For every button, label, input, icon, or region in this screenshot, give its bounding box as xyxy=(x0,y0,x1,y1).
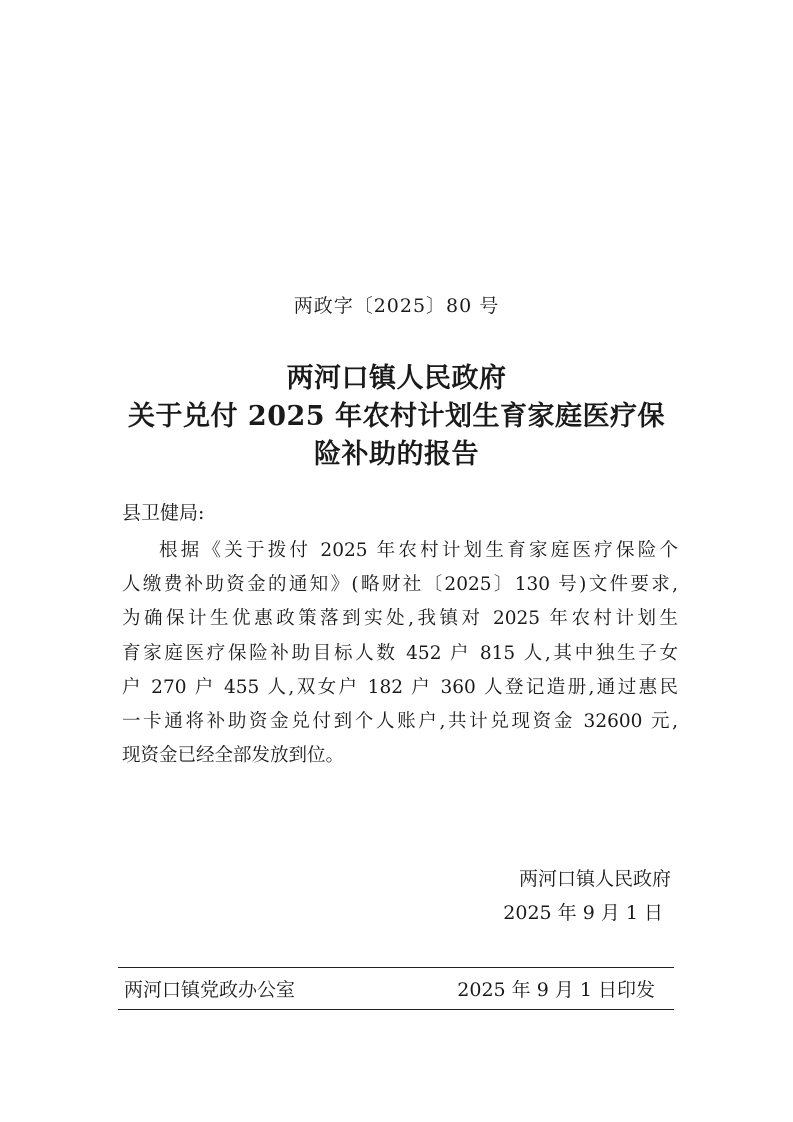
footer-bottom-rule xyxy=(118,1009,674,1010)
body-line: 根据《关于拨付 2025 年农村计划生育家庭医疗保险个 xyxy=(159,540,678,561)
title-line-2: 关于兑付 2025 年农村计划生育家庭医疗保 xyxy=(128,401,665,432)
salutation: 县卫健局: xyxy=(122,502,205,524)
footer-issuer: 两河口镇党政办公室 xyxy=(124,979,296,1001)
body-line: 一卡通将补助资金兑付到个人账户,共计兑现资金 32600 元, xyxy=(122,710,678,732)
signature-organization: 两河口镇人民政府 xyxy=(518,868,671,890)
footer-top-rule xyxy=(118,967,674,968)
body-line: 人缴费补助资金的通知》(略财社〔2025〕130 号)文件要求, xyxy=(122,574,678,596)
signature-date: 2025 年 9 月 1 日 xyxy=(503,902,663,924)
body-line: 户 270 户 455 人,双女户 182 户 360 人登记造册,通过惠民 xyxy=(122,676,678,698)
document-number: 两政字〔2025〕80 号 xyxy=(293,295,500,317)
body-line: 育家庭医疗保险补助目标人数 452 户 815 人,其中独生子女 xyxy=(122,642,678,664)
title-line-3: 险补助的报告 xyxy=(314,439,479,470)
title-line-1: 两河口镇人民政府 xyxy=(286,363,507,394)
body-line: 为确保计生优惠政策落到实处,我镇对 2025 年农村计划生 xyxy=(122,608,678,630)
footer-print-date: 2025 年 9 月 1 日印发 xyxy=(457,979,655,1001)
body-paragraph xyxy=(122,534,678,773)
document-title xyxy=(110,360,683,474)
body-line: 现资金已经全部发放到位。 xyxy=(122,745,345,767)
